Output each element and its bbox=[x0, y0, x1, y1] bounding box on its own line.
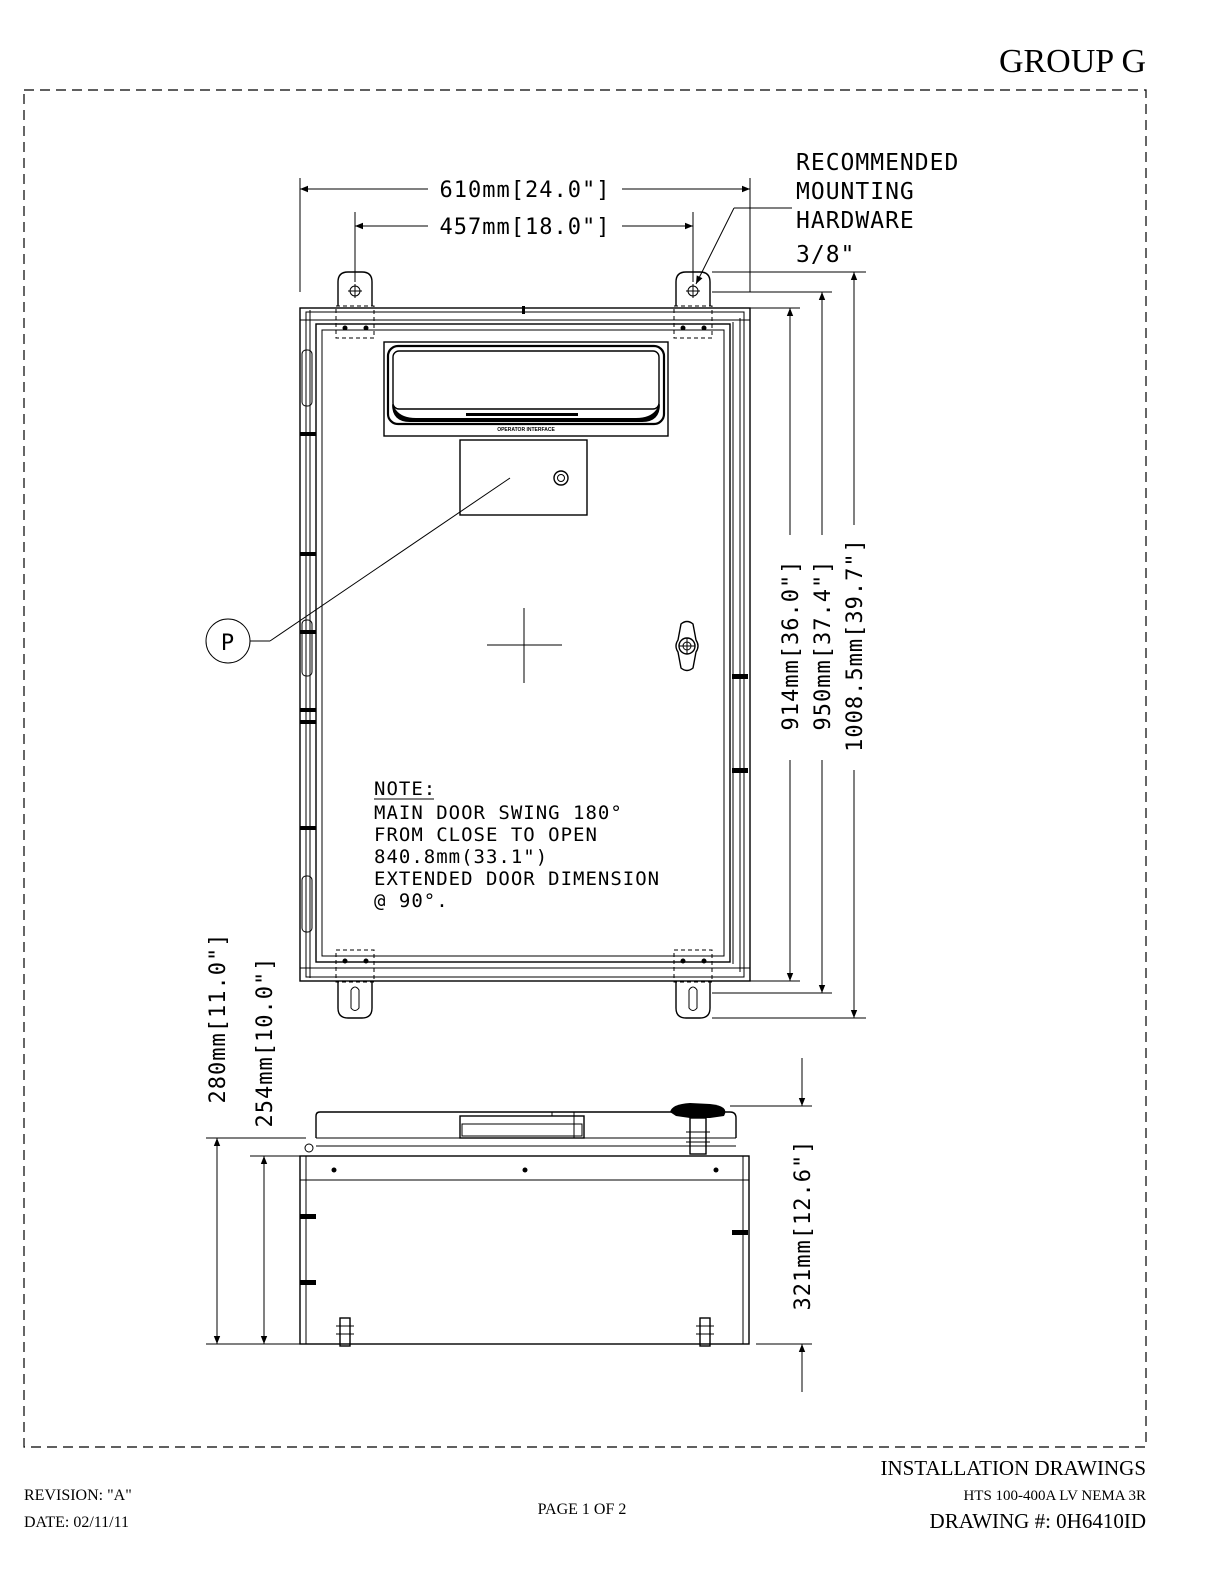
note-line-5: @ 90°. bbox=[374, 890, 449, 912]
dim-depth-handle: 321mm[12.6"] bbox=[791, 1139, 816, 1311]
date-label: DATE: 02/11/11 bbox=[24, 1514, 130, 1531]
door-latch-handle bbox=[676, 622, 698, 671]
hardware-line-1: RECOMMENDED bbox=[796, 150, 960, 176]
page-number: PAGE 1 OF 2 bbox=[537, 1501, 627, 1518]
operator-interface-panel bbox=[384, 342, 668, 436]
revision-label: REVISION: "A" bbox=[24, 1487, 132, 1504]
front-view bbox=[206, 150, 959, 1018]
hardware-callout bbox=[696, 150, 959, 284]
note-line-4: EXTENDED DOOR DIMENSION bbox=[374, 868, 661, 890]
width-dimensions bbox=[300, 178, 750, 292]
height-dimensions bbox=[712, 272, 868, 1018]
dim-height-flange: 950mm[37.4"] bbox=[811, 559, 836, 731]
dim-depth-body: 254mm[10.0"] bbox=[253, 956, 278, 1128]
group-title: GROUP G bbox=[998, 43, 1146, 80]
dim-height-body: 914mm[36.0"] bbox=[779, 559, 804, 731]
hardware-line-4: 3/8" bbox=[796, 242, 856, 268]
callout-p-label: P bbox=[220, 631, 236, 656]
door-swing-note bbox=[374, 778, 660, 912]
hinges-left bbox=[300, 350, 316, 932]
dim-width-mount: 457mm[18.0"] bbox=[439, 215, 611, 240]
operator-interface-label: OPERATOR INTERFACE bbox=[497, 427, 555, 433]
note-line-2: FROM CLOSE TO OPEN bbox=[374, 824, 598, 846]
dim-width-outer: 610mm[24.0"] bbox=[439, 178, 611, 203]
hardware-line-3: HARDWARE bbox=[796, 208, 915, 234]
side-view bbox=[206, 933, 816, 1392]
drawing-border bbox=[24, 90, 1146, 1447]
note-title: NOTE: bbox=[374, 778, 437, 800]
drawing-title: INSTALLATION DRAWINGS bbox=[880, 1456, 1146, 1480]
hardware-line-2: MOUNTING bbox=[796, 179, 915, 205]
dim-depth-overall: 280mm[11.0"] bbox=[206, 932, 231, 1104]
note-line-1: MAIN DOOR SWING 180° bbox=[374, 802, 623, 824]
dim-height-overall: 1008.5mm[39.7"] bbox=[843, 538, 868, 752]
side-view-body bbox=[300, 1156, 749, 1344]
key-lock-icon bbox=[554, 471, 568, 485]
note-line-3: 840.8mm(33.1") bbox=[374, 846, 549, 868]
model-label: HTS 100-400A LV NEMA 3R bbox=[963, 1488, 1146, 1504]
drawing-number: DRAWING #: 0H6410ID bbox=[929, 1509, 1146, 1533]
